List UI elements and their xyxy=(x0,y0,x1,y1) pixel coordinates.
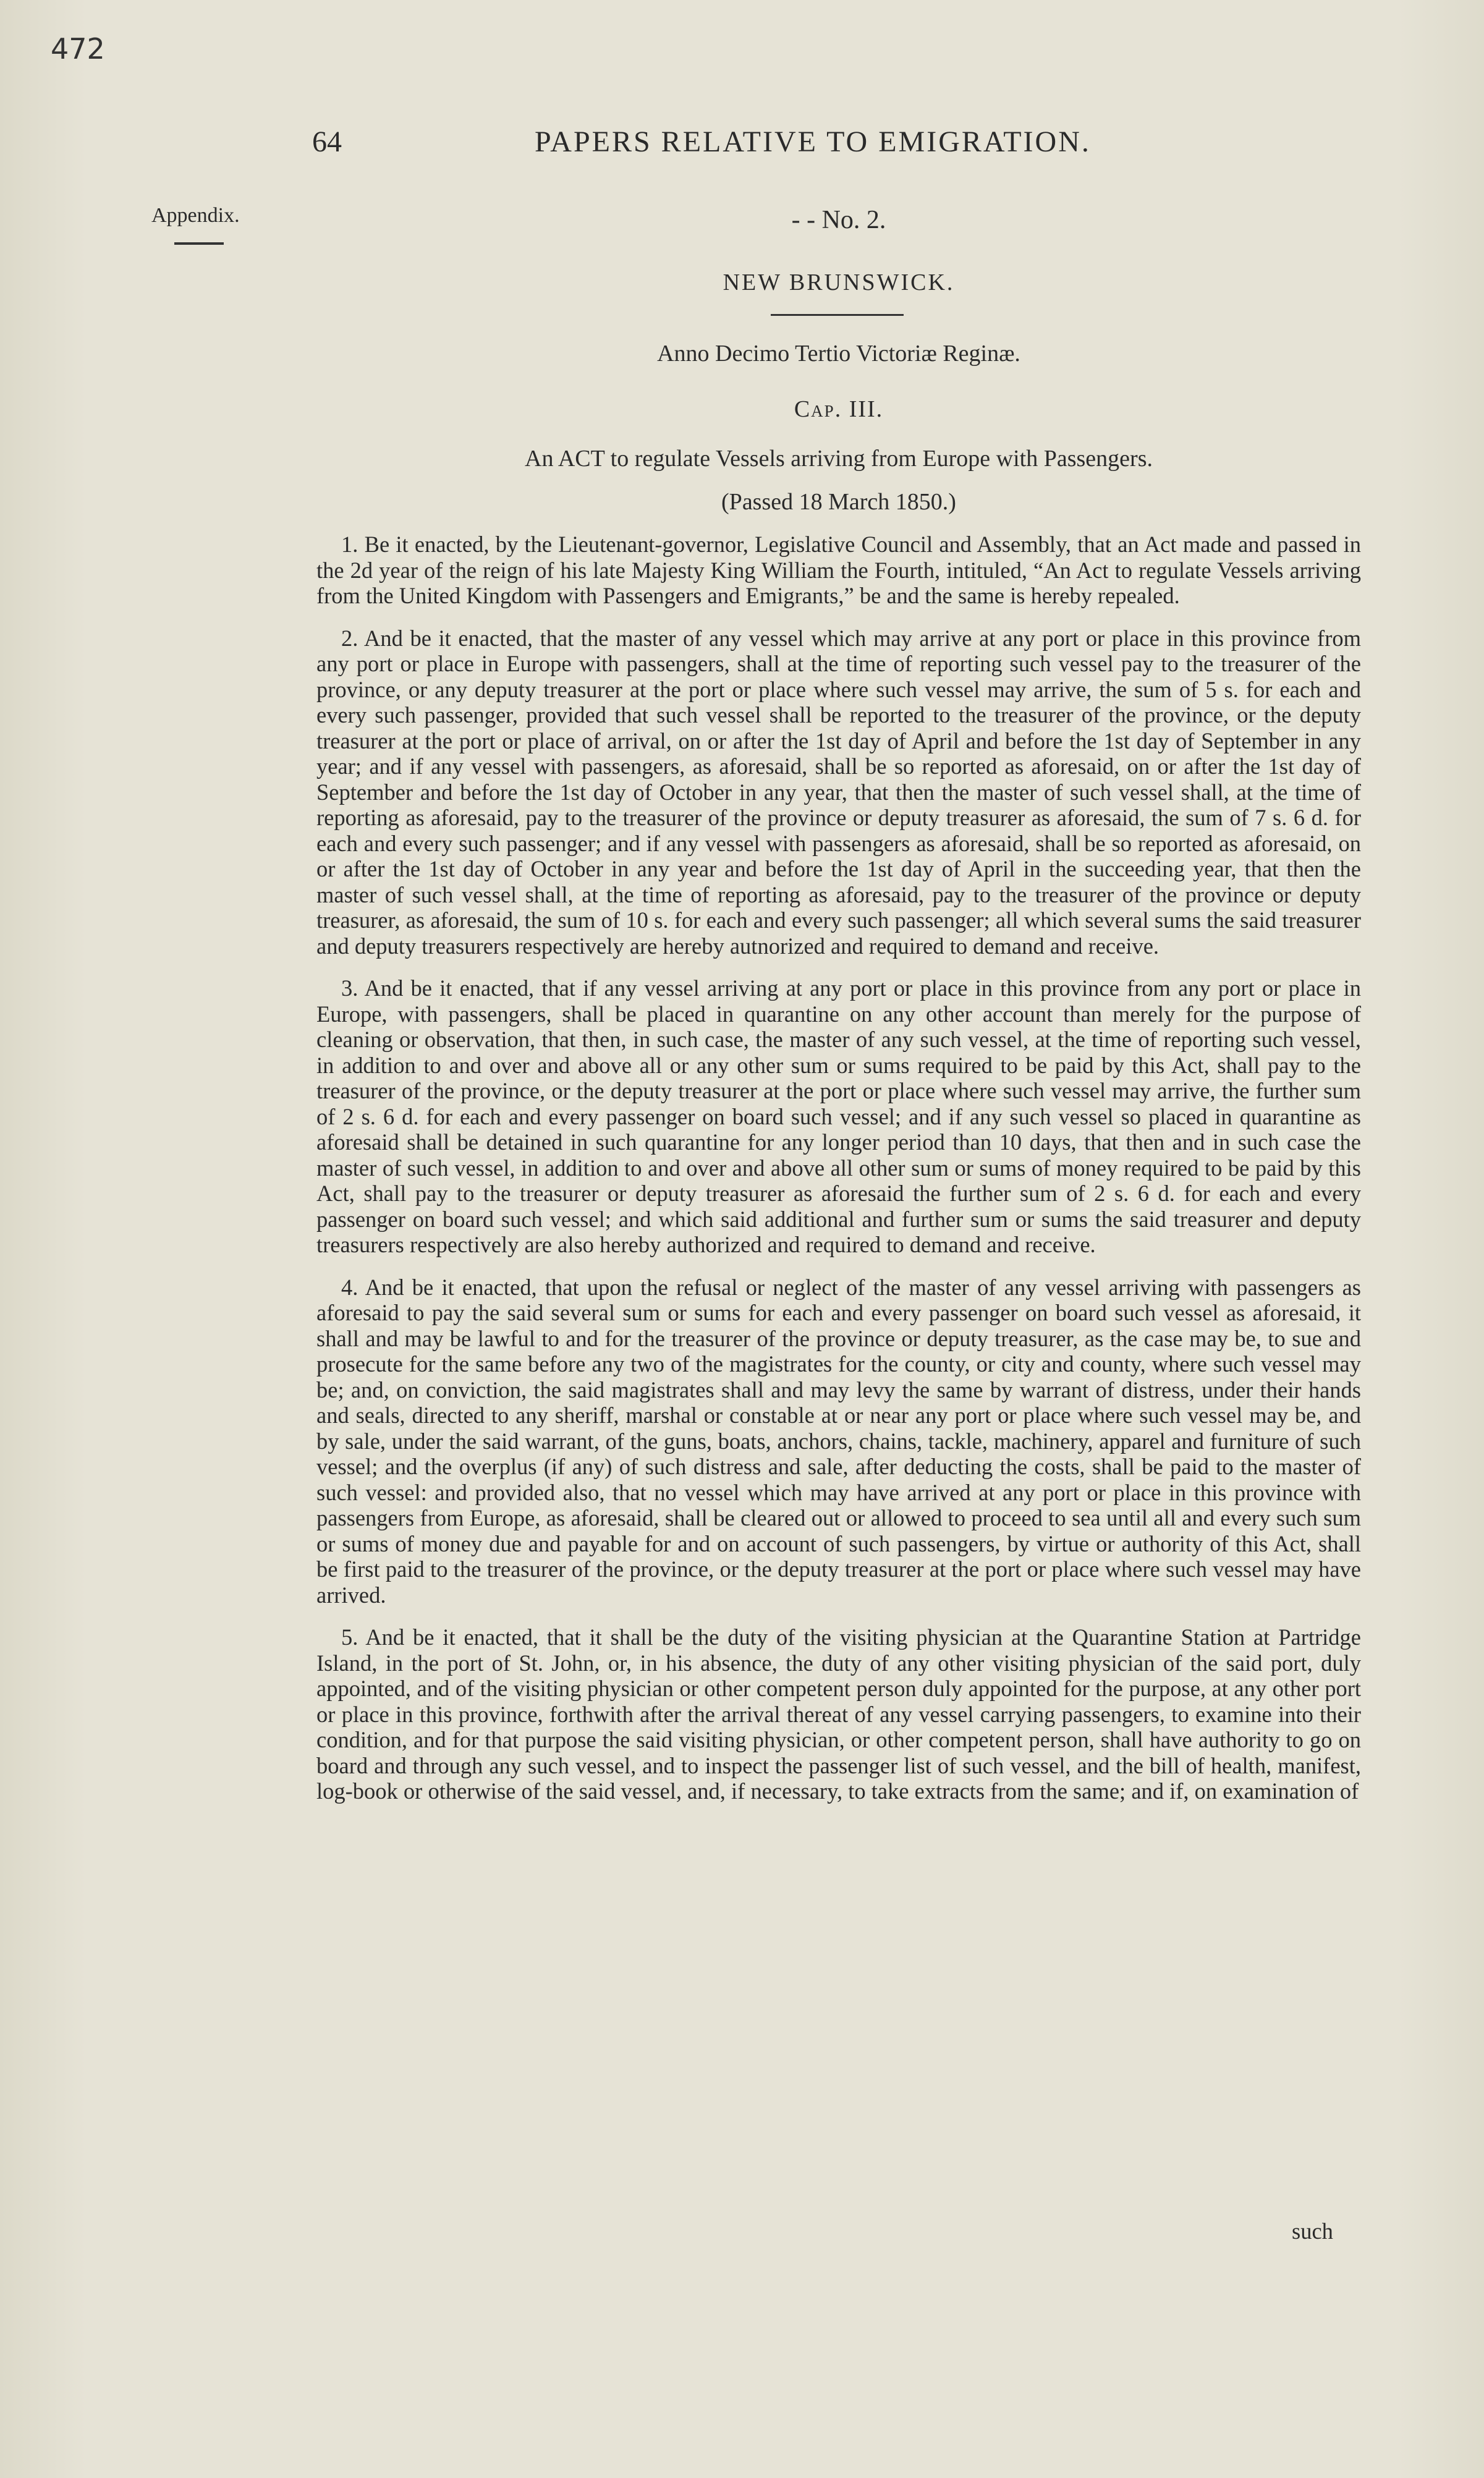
section-1: 1. Be it enacted, by the Lieutenant-governor, Legislative Council and Assembly, that an Act made and passed in the 2d year of the reign of his late Majesty King William the Fourth, intituled, “An Act to regulate Vessels arriving from the United Kingdom with Passengers and Emigrants,” be and the same is hereby repealed. xyxy=(316,532,1361,608)
passed-date: (Passed 18 March 1850.) xyxy=(721,489,956,515)
chapter-heading: Cap. III. xyxy=(794,396,884,422)
act-title: An ACT to regulate Vessels arriving from Europe with Passengers. xyxy=(525,446,1153,472)
regnal-year: Anno Decimo Tertio Victoriæ Reginæ. xyxy=(657,341,1020,367)
document-title: NEW BRUNSWICK. xyxy=(723,269,955,295)
running-head xyxy=(0,125,1484,168)
margin-rule xyxy=(174,242,224,245)
act-body xyxy=(316,532,1361,1821)
section-3: 3. And be it enacted, that if any vessel arriving at any port or place in this province from any port or place in Europe, with passengers, shall be placed in quarantine on any other account than merely for the purpose of cleaning or observation, that then, in such case, the master of any such vessel, at the time of reporting such vessel, in addition to and over and above all or any other sum or sums required to be paid by this Act, shall pay to the treasurer of the province, or the deputy treasurer at the port or place where such vessel may arrive, the further sum of 2 s. 6 d. for each and every passenger on board such vessel; and if any such vessel so placed in quarantine as aforesaid shall be detained in such quarantine for any longer period than 10 days, that then and in such case the master of such vessel, in addition to and over and above all other sum or sums of money required to be paid by this Act, shall pay to the treasurer or deputy treasurer as aforesaid the further sum of 2 s. 6 d. for each and every passenger on board such vessel; and which said additional and further sum or sums the said treasurer and deputy treasurers respectively are also hereby authorized and required to demand and receive. xyxy=(316,975,1361,1257)
archive-number: 472 xyxy=(51,32,105,66)
title-rule xyxy=(771,314,904,316)
catchword: such xyxy=(1292,2218,1333,2244)
section-4: 4. And be it enacted, that upon the refusal or neglect of the master of any vessel arriving with passengers as aforesaid to pay the said several sum or sums for each and every passenger on board such vessel as aforesaid, it shall and may be lawful to and for the treasurer of the province or deputy treasurer, as the case may be, to sue and prosecute for the same before any two of the magistrates for the county, or city and county, where such vessel may be; and, on conviction, the said magistrates shall and may levy the same by warrant of distress, under their hands and seals, directed to any sheriff, marshal or constable at or near any port or place where such vessel may be, and by sale, under the said warrant, of the guns, boats, anchors, chains, tackle, machinery, apparel and furniture of such vessel; and the overplus (if any) of such distress and sale, after deducting the costs, shall be paid to the master of such vessel: and provided also, that no vessel which may have arrived at any port or place in this province with passengers from Europe, as aforesaid, shall be cleared out or allowed to proceed to sea until all and every such sum or sums of money due and payable for and on account of such passengers, by virtue or authority of this Act, shall be first paid to the treasurer of the province, or the deputy treasurer at the port or place where such vessel may have arrived. xyxy=(316,1274,1361,1608)
document-number: - - No. 2. xyxy=(791,206,886,234)
page-number: 64 xyxy=(312,125,342,158)
margin-note-appendix: Appendix. xyxy=(151,204,240,227)
section-5: 5. And be it enacted, that it shall be the duty of the visiting physician at the Quarantine Station at Partridge Island, in the port of St. John, or, in his absence, the duty of any other visiting physician of the said port, duly appointed, and of the visiting physician or other competent person duly appointed for the purpose, at any other port or place in this province, forthwith after the arrival thereat of any vessel carrying passengers, to examine into their condition, and for that purpose the said visiting physician, or other competent person, shall have authority to go on board and through any such vessel, and to inspect the passenger list of such vessel, and the bill of health, manifest, log-book or otherwise of the said vessel, and, if necessary, to take extracts from the same; and if, on examination of xyxy=(316,1624,1361,1804)
running-title: PAPERS RELATIVE TO EMIGRATION. xyxy=(535,125,1091,158)
section-2: 2. And be it enacted, that the master of any vessel which may arrive at any port or place in this province from any port or place in Europe with passengers, shall at the time of reporting such vessel pay to the treasurer of the province, or any deputy treasurer at the port or place where such vessel may arrive, the sum of 5 s. for each and every such passenger, provided that such vessel shall be reported to the treasurer of the province, or the deputy treasurer at the port or place of arrival, on or after the 1st day of April and before the 1st day of September in any year; and if any vessel with passengers, as aforesaid, shall be so reported as aforesaid, on or after the 1st day of September and before the 1st day of October in any year, that then the master of such vessel shall, at the time of reporting as aforesaid, pay to the treasurer of the province or deputy treasurer as aforesaid, the sum of 7 s. 6 d. for each and every such passenger; and if any vessel with passengers as aforesaid, shall be so reported as aforesaid, on or after the 1st day of October in any year and before the 1st day of April in the succeeding year, that then the master of such vessel shall, at the time of reporting as aforesaid, pay to the treasurer of the province or deputy treasurer, as aforesaid, the sum of 10 s. for each and every such passenger; all which several sums the said treasurer and deputy treasurers respectively are hereby autnorized and required to demand and receive. xyxy=(316,625,1361,959)
